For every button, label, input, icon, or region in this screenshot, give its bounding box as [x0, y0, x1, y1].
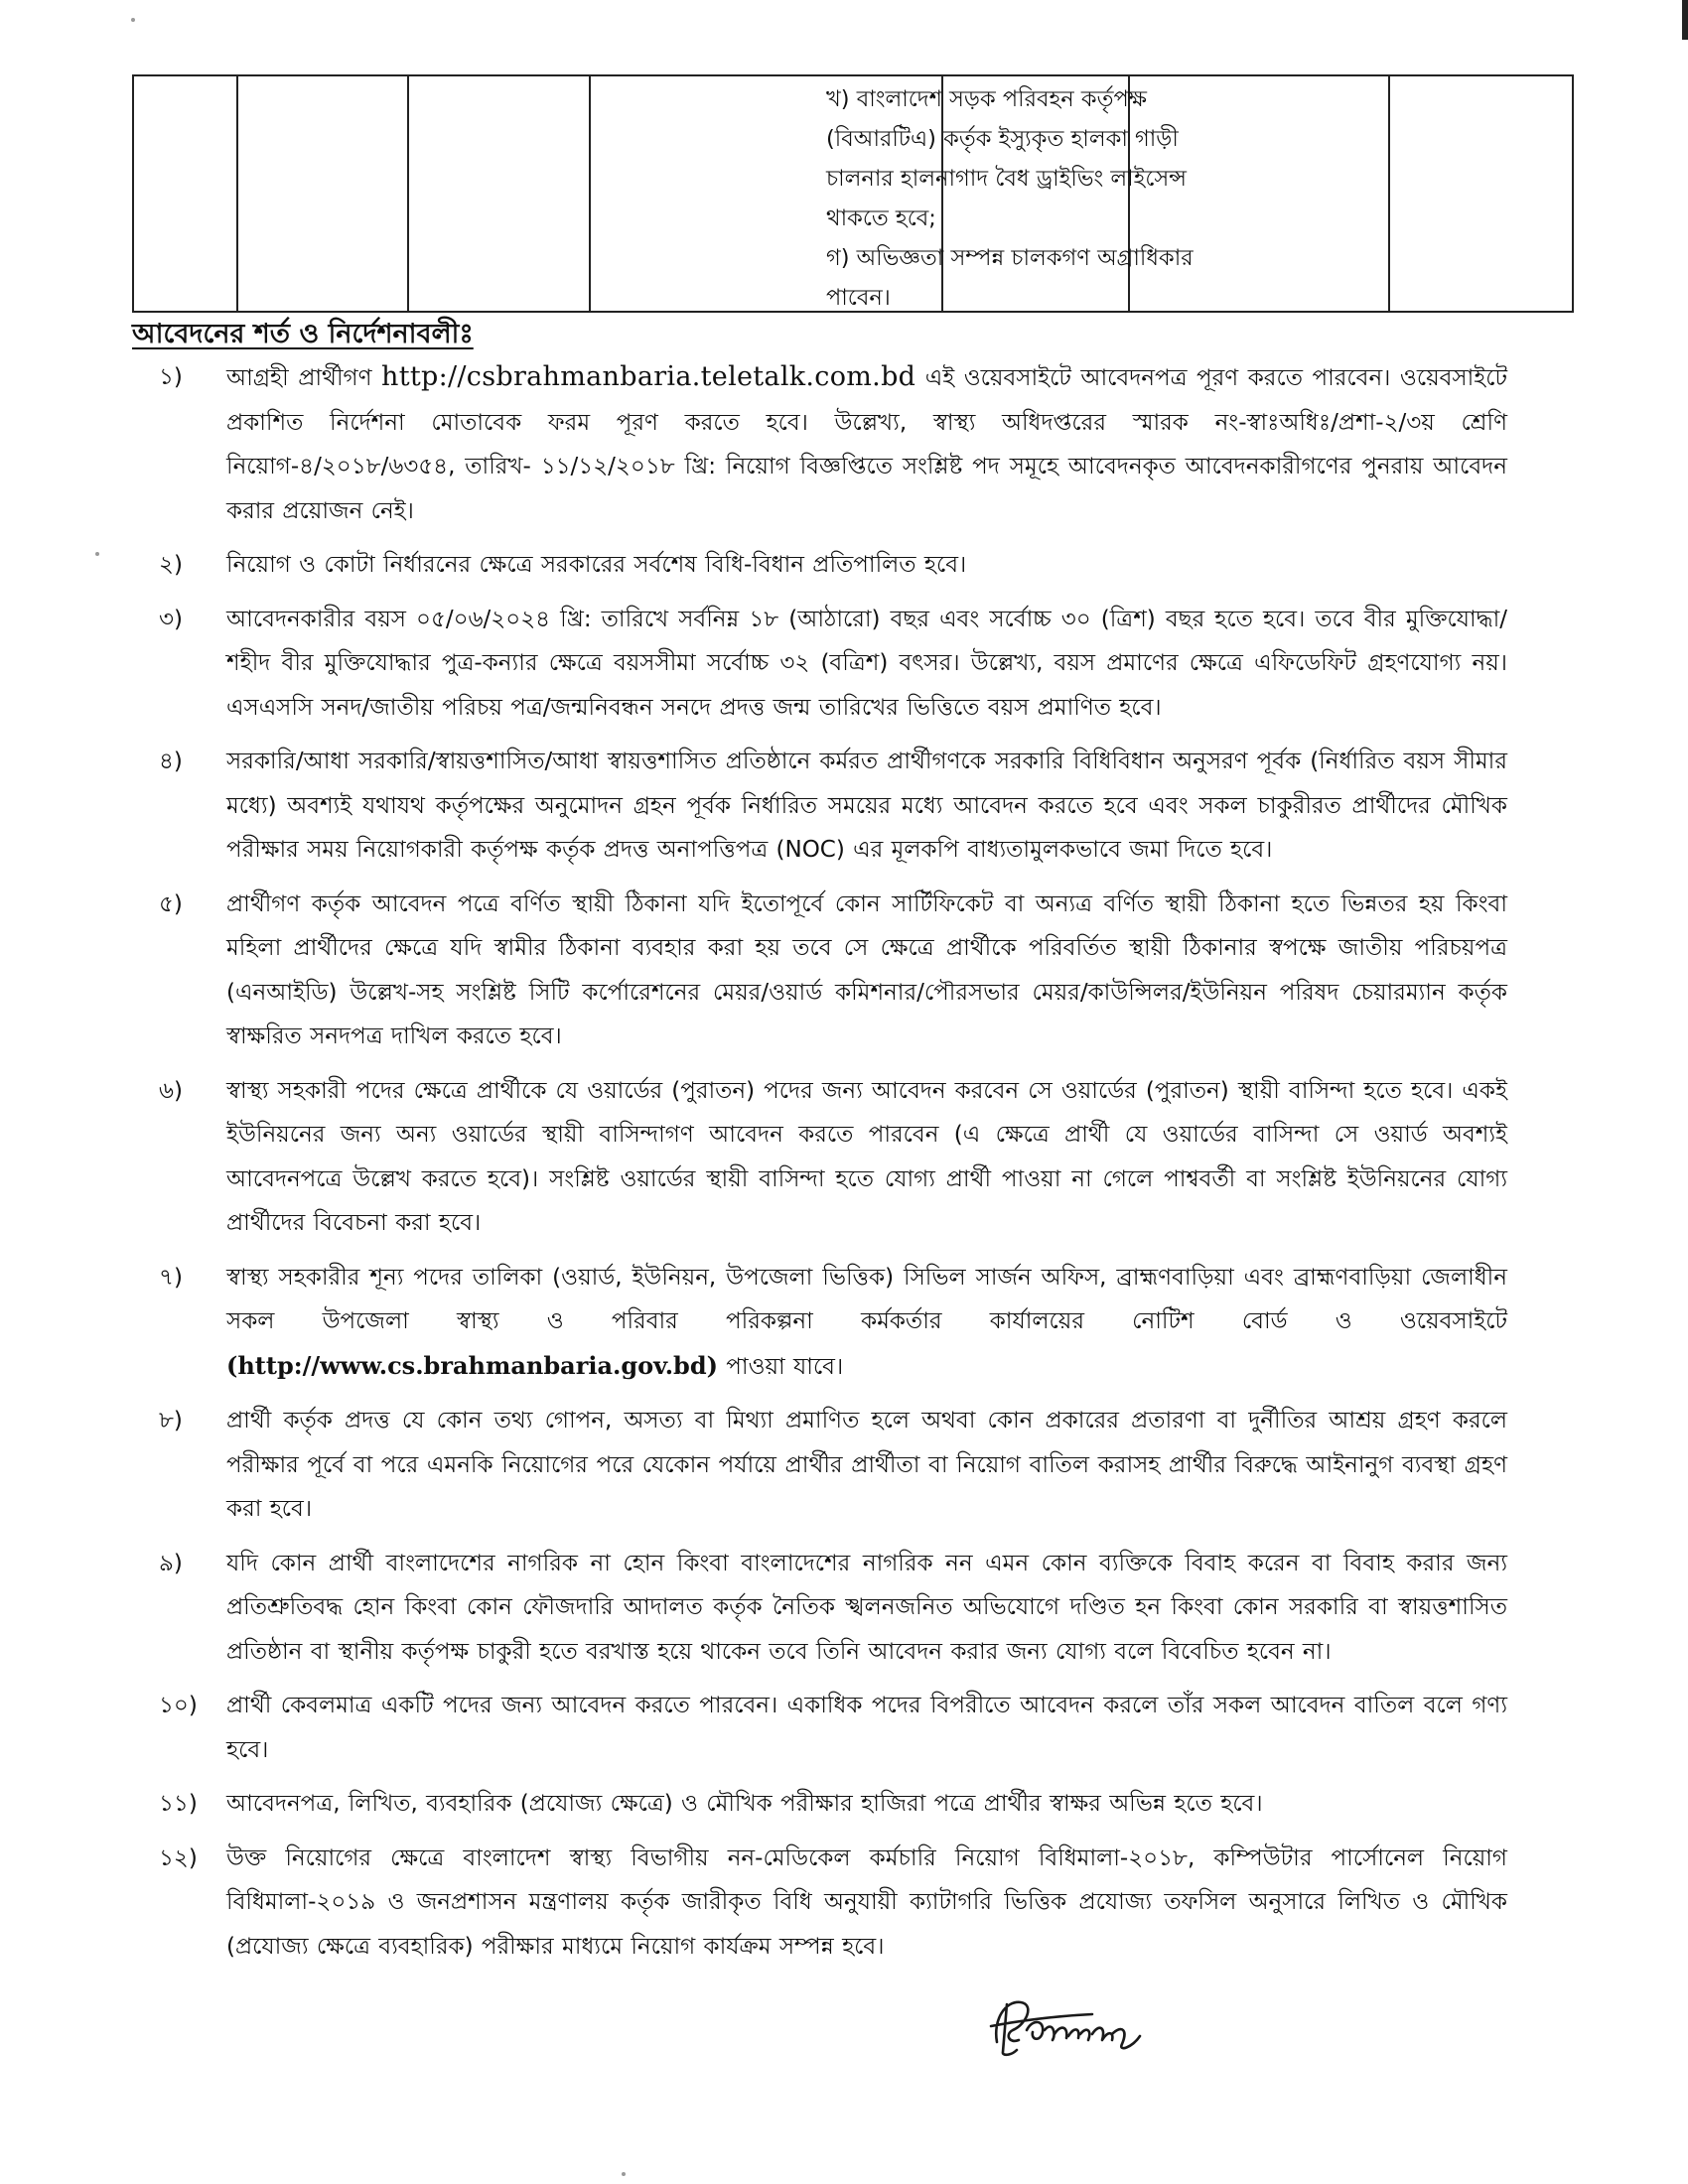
scan-speck [622, 2172, 626, 2176]
list-item [159, 355, 1507, 533]
scan-speck [95, 552, 99, 556]
requirement-line: খ) বাংলাদেশ সড়ক পরিবহন কর্তৃপক্ষ [826, 86, 1148, 112]
cs-website-link[interactable]: (http://www.cs.brahmanbaria.gov.bd) [226, 1350, 718, 1380]
list-item [159, 883, 1507, 1059]
item-number: ১০) [159, 1693, 198, 1718]
item-text-pre: স্বাস্থ্য সহকারীর শূন্য পদের তালিকা (ওয়ার্ড, ইউনিয়ন, উপজেলা ভিত্তিক) সিভিল সার্জন অফিস, ব্রাহ্মণবাড়িয়া এবং ব্রাহ্মণবাড়িয়া জেলাধীন সকল উপজেলা স্বাস্থ্য ও পরিবার পরিকল্পনা কর্মকর্তার কার্যালয়ের নোটিশ বোর্ড ও ওয়েবসাইটে [226, 1264, 1507, 1334]
item-text: সরকারি/আধা সরকারি/স্বায়ত্তশাসিত/আধা স্বায়ত্তশাসিত প্রতিষ্ঠানে কর্মরত প্রার্থীগণকে সরকারি বিধিবিধান অনুসরণ পূর্বক (নির্ধারিত বয়স সীমার মধ্যে) অবশ্যই যথাযথ কর্তৃপক্ষের অনুমোদন গ্রহন পূর্বক নির্ধারিত সময়ের মধ্যে আবেদন করতে হবে এবং সকল চাকুরীরত প্রার্থীদের মৌখিক পরীক্ষার সময় নিয়োগকারী কর্তৃপক্ষ কর্তৃক প্রদত্ত অনাপত্তিপত্র (NOC) এর মূলকপি বাধ্যতামুলকভাবে জমা দিতে হবে। [226, 749, 1507, 863]
item-text: উক্ত নিয়োগের ক্ষেত্রে বাংলাদেশ স্বাস্থ্য বিভাগীয় নন-মেডিকেল কর্মচারি নিয়োগ বিধিমালা-২০১৮, কম্পিউটার পার্সোনেল নিয়োগ বিধিমালা-২০১৯ ও জনপ্রশাসন মন্ত্রণালয় কর্তৃক জারীকৃত বিধি অনুযায়ী ক্যাটাগরি ভিত্তিক প্রযোজ্য তফসিল অনুসারে লিখিত ও মৌখিক (প্রযোজ্য ক্ষেত্রে ব্যবহারিক) পরীক্ষার মাধ্যমে নিয়োগ কার্যক্রম সম্পন্ন হবে। [226, 1844, 1507, 1960]
list-item [159, 1256, 1507, 1390]
instructions-list [159, 355, 1507, 1969]
handwritten-signature-icon [983, 1990, 1182, 2060]
requirements-text [826, 79, 1303, 318]
item-text [226, 1256, 1507, 1390]
list-spacer [159, 1059, 1507, 1069]
requirement-line: চালনার হালনাগাদ বৈধ ড্রাইভিং লাইসেন্স [826, 166, 1187, 192]
scan-edge-mark [1682, 0, 1688, 40]
list-spacer [159, 1389, 1507, 1399]
item-number: ৩) [159, 606, 183, 632]
item-number: ৬) [159, 1077, 183, 1104]
list-item [159, 740, 1507, 873]
item-number: ২) [159, 552, 183, 578]
list-item [159, 1837, 1507, 1970]
list-item [159, 1782, 1507, 1827]
item-text-post: এই ওয়েবসাইটে আবেদনপত্র পূরণ করতে পারবেন। ওয়েবসাইটে প্রকাশিত নির্দেশনা মোতাবেক ফরম পূরণ করতে হবে। উল্লেখ্য, স্বাস্থ্য অধিদপ্তরের স্মারক নং-স্বাঃঅধিঃ/প্রশা-২/৩য় শ্রেণি নিয়োগ-৪/২০১৮/৬৩৫৪, তারিখ- ১১/১২/২০১৮ খ্রি: নিয়োগ বিজ্ঞপ্তিতে সংশ্লিষ্ট পদ সমূহে আবেদনকৃত আবেদনকারীগণের পুনরায় আবেদন করার প্রয়োজন নেই। [226, 365, 1508, 524]
list-spacer [159, 1827, 1507, 1837]
item-number: ৭) [159, 1264, 183, 1291]
list-spacer [159, 1532, 1507, 1542]
item-number: ১২) [159, 1844, 198, 1871]
requirement-line: (বিআরটিএ) কর্তৃক ইস্যুকৃত হালকা গাড়ী [826, 126, 1179, 152]
item-text-post: পাওয়া যাবে। [726, 1353, 844, 1380]
list-item [159, 1069, 1507, 1246]
item-text: স্বাস্থ্য সহকারী পদের ক্ষেত্রে প্রার্থীকে যে ওয়ার্ডের (পুরাতন) পদের জন্য আবেদন করবেন সে ওয়ার্ডের (পুরাতন) স্থায়ী বাসিন্দা হতে হবে। একই ইউনিয়নের জন্য অন্য ওয়ার্ডের স্থায়ী বাসিন্দাগণ আবেদন করতে পারবেন (এ ক্ষেত্রে প্রার্থী যে ওয়ার্ডের বাসিন্দা সে ওয়ার্ড অবশ্যই আবেদনপত্রে উল্লেখ করতে হবে)। সংশ্লিষ্ট ওয়ার্ডের স্থায়ী বাসিন্দা হতে যোগ্য প্রার্থী পাওয়া না গেলে পাশ্ববর্তী বা সংশ্লিষ্ট ইউনিয়নের যোগ্য প্রার্থীদের বিবেচনা করা হবে। [226, 1077, 1507, 1236]
table-cell [237, 75, 408, 312]
item-text: নিয়োগ ও কোটা নির্ধারনের ক্ষেত্রে সরকারের সর্বশেষ বিধি-বিধান প্রতিপালিত হবে। [226, 552, 967, 578]
item-text-pre: আগ্রহী প্রার্থীগণ [226, 365, 372, 391]
list-spacer [159, 873, 1507, 883]
requirement-line: গ) অভিজ্ঞতা সম্পন্ন চালকগণ অগ্রাধিকার [826, 245, 1194, 271]
list-spacer [159, 533, 1507, 543]
list-spacer [159, 588, 1507, 598]
list-item [159, 1684, 1507, 1772]
list-spacer [159, 1772, 1507, 1782]
table-cell [133, 75, 237, 312]
table-cell [408, 75, 590, 312]
item-number: ১) [159, 364, 183, 390]
item-text: আবেদনকারীর বয়স ০৫/০৬/২০২৪ খ্রি: তারিখে সর্বনিম্ন ১৮ (আঠারো) বছর এবং সর্বোচ্চ ৩০ (ত্রিশ) বছর হতে হবে। তবে বীর মুক্তিযোদ্ধা/শহীদ বীর মুক্তিযোদ্ধার পুত্র-কন্যার ক্ষেত্রে বয়সসীমা সর্বোচ্চ ৩২ (বত্রিশ) বৎসর। উল্লেখ্য, বয়স প্রমাণের ক্ষেত্রে এফিডেফিট গ্রহণযোগ্য নয়। এসএসসি সনদ/জাতীয় পরিচয় পত্র/জন্মনিবন্ধন সনদে প্রদত্ত জন্ম তারিখের ভিত্তিতে বয়স প্রমাণিত হবে। [226, 606, 1507, 721]
item-text: যদি কোন প্রার্থী বাংলাদেশের নাগরিক না হোন কিংবা বাংলাদেশের নাগরিক নন এমন কোন ব্যক্তিকে বিবাহ করেন বা বিবাহ করার জন্য প্রতিশ্রুতিবদ্ধ হোন কিংবা কোন ফৌজদারি আদালত কর্তৃক নৈতিক স্খলনজনিত অভিযোগে দণ্ডিত হন কিংবা কোন সরকারি বা স্বায়ত্তশাসিত প্রতিষ্ঠান বা স্থানীয় কর্তৃপক্ষ চাকুরী হতে বরখাস্ত হয়ে থাকেন তবে তিনি আবেদন করার জন্য যোগ্য বলে বিবেচিত হবেন না। [226, 1550, 1507, 1665]
list-spacer [159, 1674, 1507, 1684]
requirement-line: থাকতে হবে; [826, 205, 936, 231]
list-item [159, 598, 1507, 731]
item-number: ৫) [159, 890, 183, 917]
item-text: প্রার্থী কেবলমাত্র একটি পদের জন্য আবেদন করতে পারবেন। একাধিক পদের বিপরীতে আবেদন করলে তাঁর সকল আবেদন বাতিল বলে গণ্য হবে। [226, 1693, 1507, 1763]
list-item [159, 1399, 1507, 1532]
list-item [159, 543, 1507, 588]
item-text [226, 355, 1507, 533]
item-number: ৮) [159, 1408, 183, 1433]
item-number: ৯) [159, 1550, 183, 1576]
apply-website-link[interactable]: http://csbrahmanbaria.teletalk.com.bd [381, 361, 916, 392]
list-item [159, 1542, 1507, 1675]
item-text: আবেদনপত্র, লিখিত, ব্যবহারিক (প্রযোজ্য ক্ষেত্রে) ও মৌখিক পরীক্ষার হাজিরা পত্রে প্রার্থীর স্বাক্ষর অভিন্ন হতে হবে। [226, 1791, 1263, 1817]
item-number: ১১) [159, 1791, 198, 1817]
list-spacer [159, 730, 1507, 740]
item-number: ৪) [159, 749, 183, 774]
list-spacer [159, 1246, 1507, 1256]
table-cell [1389, 75, 1573, 312]
item-text: প্রার্থীগণ কর্তৃক আবেদন পত্রে বর্ণিত স্থায়ী ঠিকানা যদি ইতোপূর্বে কোন সার্টিফিকেট বা অন্যত্র বর্ণিত স্থায়ী ঠিকানা হতে ভিন্নতর হয় কিংবা মহিলা প্রার্থীদের ক্ষেত্রে যদি স্বামীর ঠিকানা ব্যবহার করা হয় তবে সে ক্ষেত্রে প্রার্থীকে পরিবর্তিত স্থায়ী ঠিকানার স্বপক্ষে জাতীয় পরিচয়পত্র (এনআইডি) উল্লেখ-সহ সংশ্লিষ্ট সিটি কর্পোরেশনের মেয়র/ওয়ার্ড কমিশনার/পৌরসভার মেয়র/কাউন্সিলর/ইউনিয়ন পরিষদ চেয়ারম্যান কর্তৃক স্বাক্ষরিত সনদপত্র দাখিল করতে হবে। [226, 890, 1507, 1049]
scan-speck [131, 18, 135, 22]
section-title: আবেদনের শর্ত ও নির্দেশনাবলীঃ [132, 319, 474, 349]
requirement-line: পাবেন। [826, 285, 891, 311]
item-text: প্রার্থী কর্তৃক প্রদত্ত যে কোন তথ্য গোপন, অসত্য বা মিথ্যা প্রমাণিত হলে অথবা কোন প্রকারের প্রতারণা বা দুর্নীতির আশ্রয় গ্রহণ করলে পরীক্ষার পূর্বে বা পরে এমনকি নিয়োগের পরে যেকোন পর্যায়ে প্রার্থীর প্রার্থীতা বা নিয়োগ বাতিল করাসহ প্রার্থীর বিরুদ্ধে আইনানুগ ব্যবস্থা গ্রহণ করা হবে। [226, 1408, 1507, 1522]
